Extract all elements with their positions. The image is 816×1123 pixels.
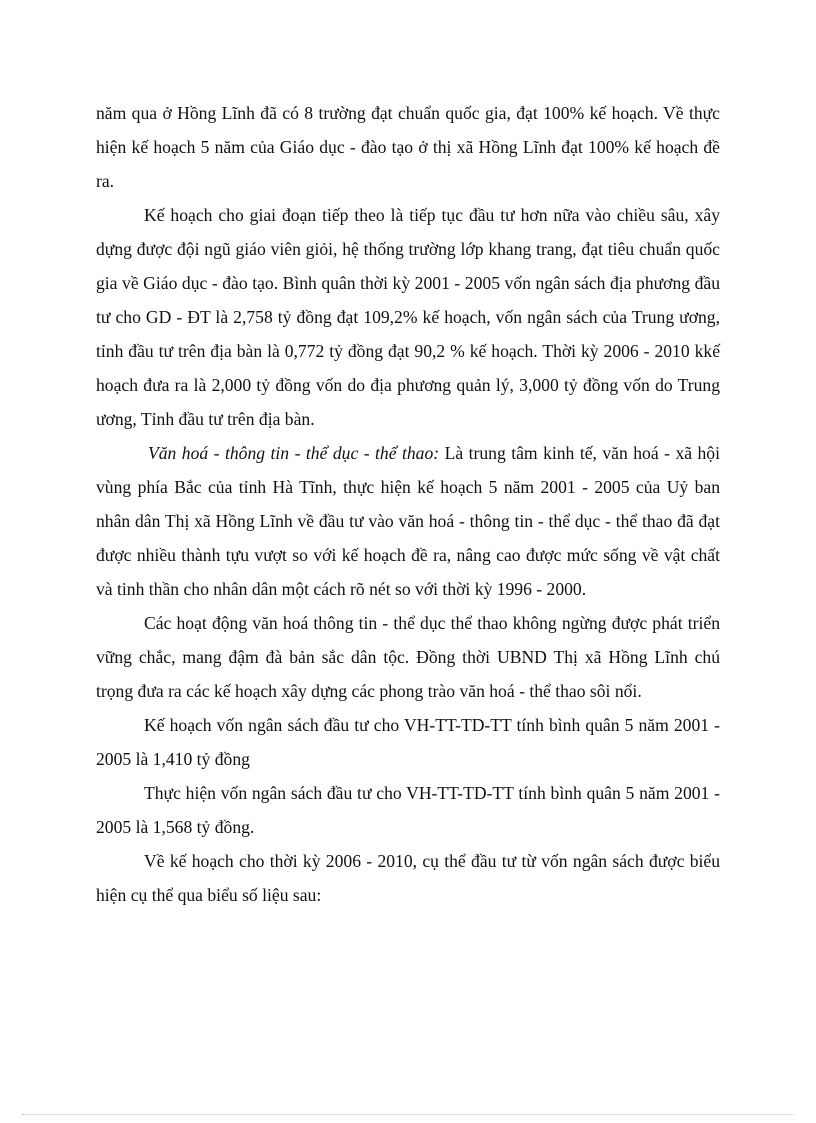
paragraph-next-period-plan <box>96 844 720 912</box>
paragraph-text: Kế hoạch vốn ngân sách đầu tư cho VH-TT-TD-TT tính bình quân 5 năm 2001 - 2005 là 1,410 tỷ đồng <box>96 715 720 769</box>
paragraph-text: Các hoạt động văn hoá thông tin - thể dục thể thao không ngừng được phát triển vững chắc, mang đậm đà bản sắc dân tộc. Đồng thời UBND Thị xã Hồng Lĩnh chú trọng đưa ra các kế hoạch xây dựng các phong trào văn hoá - thể thao sôi nổi. <box>96 613 720 701</box>
section-lead-italic: Văn hoá - thông tin - thể dục - thể thao: <box>148 443 440 463</box>
page-bottom-divider <box>22 1114 794 1115</box>
paragraph-text: Kế hoạch cho giai đoạn tiếp theo là tiếp tục đầu tư hơn nữa vào chiều sâu, xây dựng được đội ngũ giáo viên giỏi, hệ thống trường lớp khang trang, đạt tiêu chuẩn quốc gia về Giáo dục - đào tạo. Bình quân thời kỳ 2001 - 2005 vốn ngân sách địa phương đầu tư cho GD - ĐT là 2,758 tỷ đồng đạt 109,2% kế hoạch, vốn ngân sách của Trung ương, tỉnh đầu tư trên địa bàn là 0,772 tỷ đồng đạt 90,2 % kế hoạch. Thời kỳ 2006 - 2010 kkế hoạch đưa ra là 2,000 tỷ đồng vốn do địa phương quản lý, 3,000 tỷ đồng vốn do Trung ương, Tỉnh đầu tư trên địa bàn. <box>96 205 720 429</box>
paragraph-culture-sports <box>96 436 720 606</box>
paragraph-cultural-activities <box>96 606 720 708</box>
paragraph-text: Thực hiện vốn ngân sách đầu tư cho VH-TT-TD-TT tính bình quân 5 năm 2001 - 2005 là 1,568 tỷ đồng. <box>96 783 720 837</box>
paragraph-budget-actual <box>96 776 720 844</box>
document-body <box>96 96 720 912</box>
paragraph-budget-plan <box>96 708 720 776</box>
paragraph-text: Là trung tâm kinh tế, văn hoá - xã hội vùng phía Bắc của tỉnh Hà Tĩnh, thực hiện kế hoạch 5 năm 2001 - 2005 của Uỷ ban nhân dân Thị xã Hồng Lĩnh về đầu tư vào văn hoá - thông tin - thể dục - thể thao đã đạt được nhiều thành tựu vượt so với kế hoạch đề ra, nâng cao được mức sống về vật chất và tinh thần cho nhân dân một cách rõ nét so với thời kỳ 1996 - 2000. <box>96 443 720 599</box>
paragraph-education-plan <box>96 198 720 436</box>
paragraph-text: năm qua ở Hồng Lĩnh đã có 8 trường đạt chuẩn quốc gia, đạt 100% kế hoạch. Về thực hiện kế hoạch 5 năm của Giáo dục - đào tạo ở thị xã Hồng Lĩnh đạt 100% kế hoạch đề ra. <box>96 103 720 191</box>
paragraph-school-standards <box>96 96 720 198</box>
paragraph-text: Về kế hoạch cho thời kỳ 2006 - 2010, cụ thể đầu tư từ vốn ngân sách được biểu hiện cụ thể qua biểu số liệu sau: <box>96 851 720 905</box>
